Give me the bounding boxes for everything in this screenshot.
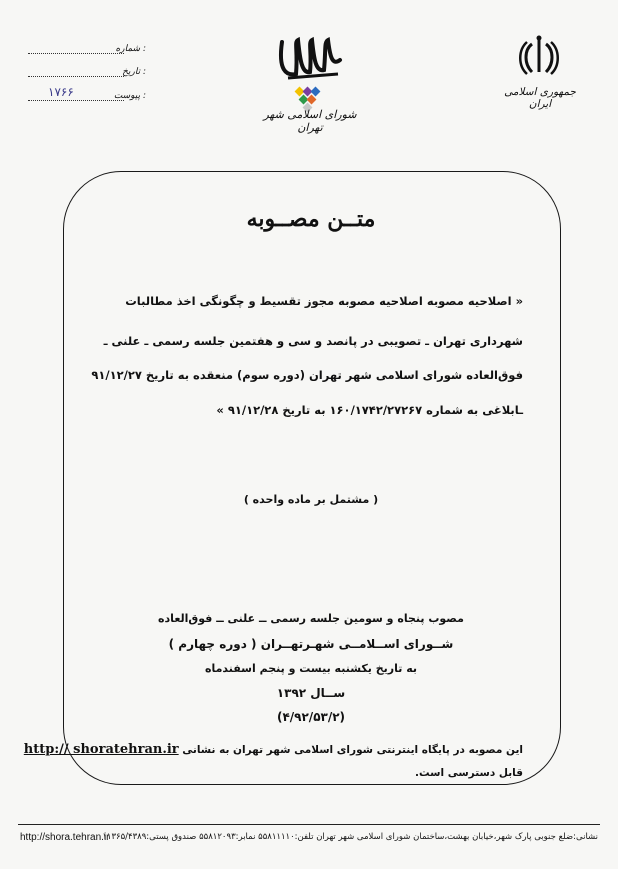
approval-line: مصوب پنجاه و سومین جلسه رسمی ــ علنی ــ فوق‌العاده [158,612,464,625]
field-date-label: تاریخ : [122,67,146,77]
field-attachment-value: ۱۷۶۶ [48,85,74,99]
footer-address: نشانی:ضلع جنوبی پارک شهر،خیابان بهشت،ساختمان شورای اسلامی شهر تهران تلفن:۵۵۸۱۱۱۱۰ نمابر:۵۵۸۱۲۰۹۳ صندوق پستی:۱۱۳۶۵/۴۳۸۹ [102,832,598,842]
iran-emblem-icon [518,34,560,80]
body-line: شهرداری تهران ـ تصویبی در پانصد و سی و هفتمین جلسه رسمی ـ علنی ـ [103,334,523,348]
site-notice [24,742,523,757]
field-attachment-dots [28,100,124,101]
field-date-dots [28,76,124,77]
site-link[interactable]: http:// shoratehran.ir [23,742,179,757]
approval-code: (۴/۹۲/۵۳/۲) [276,710,346,724]
council-logo-icon [268,30,348,120]
footer-divider [18,824,600,825]
council-logo [268,30,348,120]
field-date [28,67,146,81]
footer-url[interactable]: http://shora.tehran.ir [20,832,110,843]
approval-line: ســال ۱۳۹۲ [276,686,346,700]
emblem-caption: جمهوری اسلامی ایران [504,86,576,110]
site-notice-end: قابل دسترسی است. [415,767,523,779]
site-notice-text: این مصوبه در پایگاه اینترنتی شورای اسلامی شهر تهران به نشانی [182,744,523,756]
field-number [28,44,146,58]
body-line: « اصلاحیه مصوبه اصلاحیه مصوبه مجوز تقسیط و چگونگی اخذ مطالبات [125,294,523,308]
council-name: شورای اسلامی شهر تهران [263,108,357,134]
field-number-dots [28,53,124,54]
document-title: متــن مصــوبه [246,206,376,232]
body-line: ـابلاغی به شماره ۱۶۰/۱۷۴۲/۲۷۲۶۷ به تاریخ ۹۱/۱۲/۲۸ » [216,403,523,417]
approval-line: به تاریخ یکشنبه بیست و پنجم اسفندماه [204,662,418,675]
document-note: ( مشتمل بر ماده واحده ) [243,493,379,506]
field-attachment [28,85,146,105]
approval-line: شــورای اســلامــی شهـرتهــران ( دوره چهارم ) [168,637,454,651]
field-number-label: شماره : [115,44,146,54]
body-line: فوق‌العاده شورای اسلامی شهر تهران (دوره سوم) منعقده به تاریخ ۹۱/۱۲/۲۷ [91,368,523,382]
iran-emblem [518,34,560,80]
field-attachment-label: پیوست : [113,91,146,101]
